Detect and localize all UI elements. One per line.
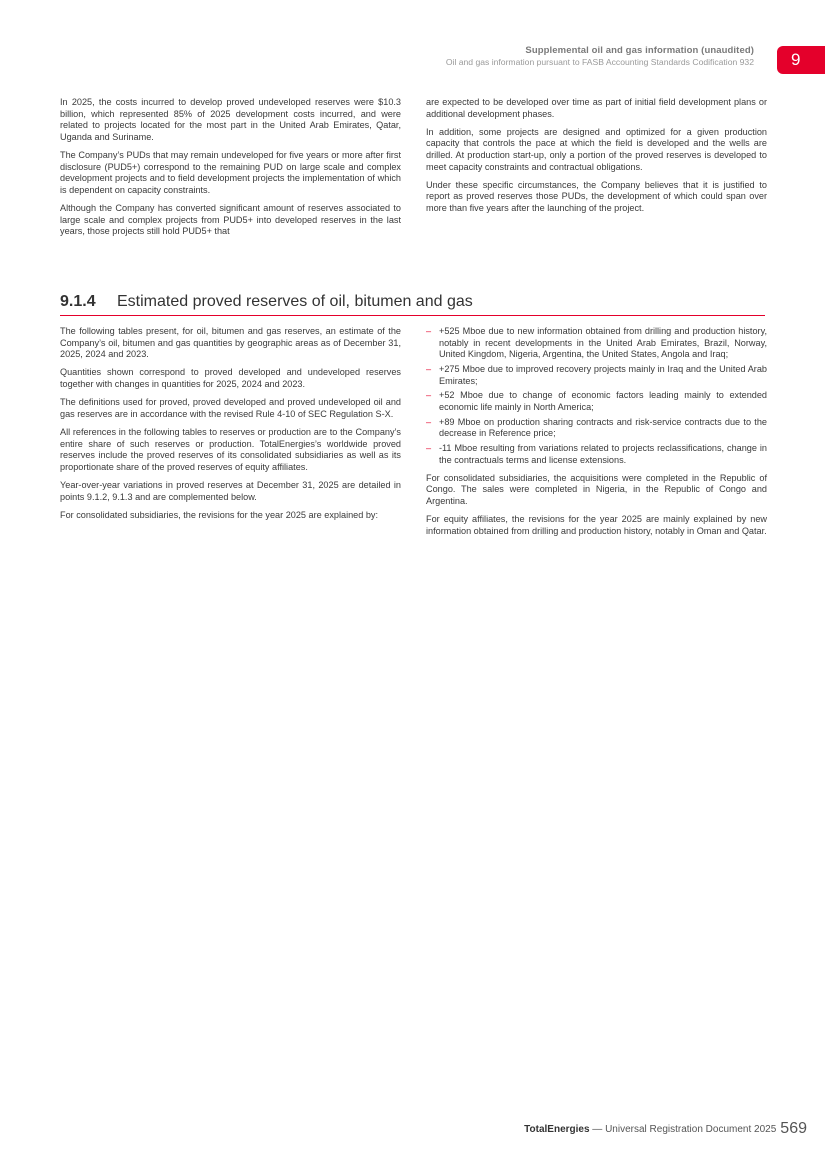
paragraph: For consolidated subsidiaries, the revisions for the year 2025 are explained by: — [60, 509, 379, 520]
paragraph: The following tables present, for oil, bitumen and gas reserves, an estimate of the Company’s oil, bitumen and gas quantities by geographic areas as of December 31, 2025, 2024 and 2023. — [60, 326, 401, 360]
dash-bullet: – — [426, 363, 432, 374]
bottom-right-column — [426, 326, 767, 544]
running-header — [446, 45, 754, 68]
paragraph: are expected to be developed over time as part of initial field development plans or additional development phases. — [426, 97, 767, 119]
paragraph: Year-over-year variations in proved reserves at December 31, 2025 are detailed in points 9.1.2, 9.1.3 and are complemented below. — [60, 479, 401, 502]
dash-bullet: – — [426, 443, 432, 454]
paragraph: The definitions used for proved, proved developed and proved undeveloped oil and gas reserves are in accordance with the revised Rule 4-10 of SEC Regulation S-X. — [60, 397, 401, 419]
dash-bullet: – — [426, 416, 432, 427]
paragraph: Under these specific circumstances, the Company believes that it is justified to report as proved reserves those PUDs, the development of which could span over more than five years after the launching of the project. — [426, 179, 767, 213]
paragraph: The Company’s PUDs that may remain undeveloped for five years or more after first disclosure (PUD5+) correspond to the remaining PUD on large scale and complex development projects and to field development projects the implementation of which is dependent on capacity constraints. — [60, 149, 401, 195]
header-subtitle: Oil and gas information pursuant to FASB Accounting Standards Codification 932 — [445, 57, 754, 67]
top-left-column — [60, 97, 401, 244]
paragraph: Quantities shown correspond to proved developed and undeveloped reserves together with changes in quantities for 2025, 2024 and 2023. — [60, 367, 401, 389]
section-title: Estimated proved reserves of oil, bitumen and gas — [117, 293, 473, 310]
revisions-list — [426, 326, 767, 466]
list-item: – +275 Mboe due to improved recovery projects mainly in Iraq and the United Arab Emirates; — [426, 363, 767, 386]
paragraph: All references in the following tables to reserves or production are to the Company’s entire share of such reserves or production. TotalEnergies’s worldwide proved reserves include the proved reserves of its consolidated subsidiaries as well as its proportionate share of the proved reserves of equity affiliates. — [60, 426, 401, 472]
chapter-tab[interactable]: 9 — [777, 46, 825, 74]
paragraph: For consolidated subsidiaries, the acquisitions were completed in the Republic of Congo. The sales were completed in Nigeria, in the Republic of Congo and Argentina. — [426, 472, 767, 507]
paragraph: For equity affiliates, the revisions for the year 2025 are mainly explained by new information obtained from drilling and production history, notably in Oman and Qatar. — [426, 514, 767, 536]
header-title: Supplemental oil and gas information (unaudited) — [525, 45, 754, 56]
footer-document: — Universal Registration Document 2025 — [589, 1124, 777, 1135]
section-number: 9.1.4 — [60, 293, 96, 310]
paragraph: Although the Company has converted significant amount of reserves associated to large scale and complex projects from PUD5+ into developed reserves in the last years, those projects still hold PUD5+ that — [60, 202, 401, 237]
page-footer — [524, 1119, 807, 1137]
list-item: – -11 Mboe resulting from variations related to projects reclassifications, change in the contractuals terms and license extensions. — [426, 443, 767, 465]
paragraph: In 2025, the costs incurred to develop proved undeveloped reserves were $10.3 billion, which represented 85% of 2025 development costs incurred, and were related to projects located for the most part in the United Arab Emirates, Qatar, Uganda and Suriname. — [60, 97, 401, 142]
bottom-left-column — [60, 326, 401, 528]
dash-bullet: – — [426, 326, 432, 336]
page-number: 569 — [780, 1120, 807, 1137]
list-item: – +89 Mboe on production sharing contracts and risk-service contracts due to the decrease in Reference price; — [426, 416, 767, 439]
list-item: – +52 Mboe due to change of economic factors leading mainly to extended economic life mainly in North America; — [426, 390, 767, 412]
dash-bullet: – — [426, 390, 432, 401]
list-item: – +525 Mboe due to new information obtained from drilling and production history, notably in recent developments in the United Arab Emirates, Brazil, Norway, United Kingdom, Nigeria, Argentina, the United States, Angola and Iraq; — [426, 326, 767, 360]
footer-brand: TotalEnergies — [524, 1124, 590, 1135]
section-heading — [60, 293, 765, 316]
paragraph: In addition, some projects are designed and optimized for a given production capacity that controls the pace at which the field is developed and the wells are drilled. At production start-up, only a portion of the proved reserves is developed to meet capacity constraints and contractual obligations. — [426, 126, 767, 172]
top-right-column — [426, 97, 767, 221]
